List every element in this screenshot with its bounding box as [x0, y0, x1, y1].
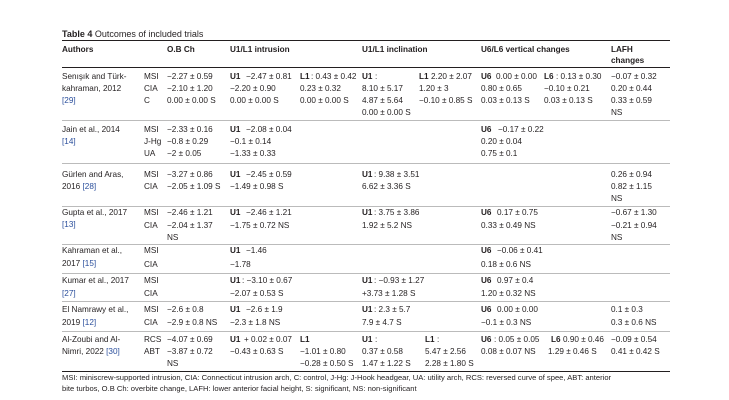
tooth-label: U6 [481, 335, 492, 344]
group: MSI [144, 276, 159, 285]
ob-value: −4.07 ± 0.69 [167, 335, 213, 344]
tooth-label: U1 [230, 246, 241, 255]
tooth-label: U1 [362, 276, 373, 285]
tooth-label: U1 [230, 208, 241, 217]
vertical-value: −0.1 ± 0.3 NS [481, 318, 532, 327]
intrusion-value: −1.75 ± 0.72 NS [230, 221, 290, 230]
author: Jain et al., 2014 [62, 125, 120, 134]
tooth-label: U6 [481, 305, 492, 314]
group: CIA [144, 182, 158, 191]
reference[interactable]: [29] [62, 96, 76, 105]
lafh-value: −0.21 ± 0.94 [611, 221, 657, 230]
intrusion-value: 0.23 ± 0.32 [300, 84, 341, 93]
author: Gürlen and Aras, [62, 170, 124, 179]
lafh-value: 0.26 ± 0.94 [611, 170, 652, 179]
vertical-value: : 0.13 ± 0.30 [556, 72, 602, 81]
vertical-value: 0.00 ± 0.00 [496, 72, 537, 81]
reference[interactable]: [13] [62, 220, 76, 229]
inclination-value: +3.73 ± 1.28 S [362, 289, 416, 298]
tooth-label: U1 [230, 305, 241, 314]
header-vertical: U6/L6 vertical changes [481, 45, 570, 54]
vertical-value: 0.97 ± 0.4 [497, 276, 534, 285]
tooth-label: U1 [362, 335, 373, 344]
group: RCS [144, 335, 162, 344]
tooth-label: U6 [481, 276, 492, 285]
intrusion-value: + 0.02 ± 0.07 [244, 335, 292, 344]
author: Kahraman et al., [62, 246, 123, 255]
vertical-value: 0.75 ± 0.1 [481, 149, 518, 158]
inclination-value: : 2.3 ± 5.7 [374, 305, 411, 314]
inclination-value: 1.47 ± 1.22 S [362, 359, 411, 368]
intrusion-value: : 0.43 ± 0.42 [311, 72, 357, 81]
inclination-value: : [375, 335, 378, 344]
author-year: 2016 [62, 182, 81, 191]
vertical-value: −0.06 ± 0.41 [497, 246, 543, 255]
reference[interactable]: [15] [82, 259, 97, 268]
inclination-value: 6.62 ± 3.36 S [362, 182, 411, 191]
group: MSI [144, 208, 159, 217]
lafh-value: NS [611, 233, 623, 242]
row-divider [62, 163, 670, 164]
inclination-value: 1.92 ± 5.2 NS [362, 221, 413, 230]
vertical-value: 0.17 ± 0.75 [497, 208, 538, 217]
tooth-label: U1 [230, 72, 241, 81]
inclination-value: : 9.38 ± 3.51 [374, 170, 420, 179]
intrusion-value: −1.01 ± 0.80 [300, 347, 346, 356]
group: CIA [144, 260, 158, 269]
intrusion-value: −2.45 ± 0.59 [246, 170, 292, 179]
tooth-label: U1 [230, 335, 241, 344]
header-authors: Authors [62, 45, 94, 54]
lafh-value: 0.3 ± 0.6 NS [611, 318, 657, 327]
author [62, 347, 120, 358]
ob-value: NS [167, 359, 179, 368]
intrusion-value: −2.08 ± 0.04 [246, 125, 292, 134]
intrusion-value: −2.46 ± 1.21 [246, 208, 292, 217]
ob-value: NS [167, 233, 179, 242]
intrusion-value: −2.20 ± 0.90 [230, 84, 276, 93]
tooth-label: U6 [481, 125, 492, 134]
row-divider [62, 244, 670, 245]
group: MSI [144, 72, 159, 81]
author [62, 318, 96, 329]
ob-value: −2 ± 0.05 [167, 149, 202, 158]
intrusion-value: 0.00 ± 0.00 S [230, 96, 279, 105]
reference[interactable]: [27] [62, 289, 76, 298]
group: UA [144, 149, 156, 158]
tooth-label: U1 [230, 276, 241, 285]
tooth-label: U6 [481, 208, 492, 217]
vertical-value: 1.20 ± 0.32 NS [481, 289, 536, 298]
header-inclination: U1/L1 inclination [362, 45, 428, 54]
tooth-label: L6 [544, 72, 554, 81]
group: ABT [144, 347, 160, 356]
lafh-value: 0.1 ± 0.3 [611, 305, 643, 314]
tooth-label: U1 [362, 170, 373, 179]
vertical-value: 0.90 ± 0.46 [563, 335, 604, 344]
row-divider [62, 273, 670, 274]
vertical-value: 0.20 ± 0.04 [481, 137, 522, 146]
tooth-label: U1 [230, 170, 241, 179]
inclination-value: : −0.93 ± 1.27 [374, 276, 425, 285]
intrusion-value: −1.46 [246, 246, 267, 255]
tooth-label: U1 [362, 208, 373, 217]
inclination-value: 0.37 ± 0.58 [362, 347, 403, 356]
vertical-value: 0.03 ± 0.13 S [481, 96, 530, 105]
vertical-value: 0.03 ± 0.13 S [544, 96, 593, 105]
inclination-value: 5.47 ± 2.56 [425, 347, 466, 356]
intrusion-value: −0.43 ± 0.63 S [230, 347, 284, 356]
lafh-value: 0.41 ± 0.42 S [611, 347, 660, 356]
lafh-value: −0.67 ± 1.30 [611, 208, 657, 217]
table-caption [62, 29, 203, 40]
inclination-value: 0.00 ± 0.00 S [362, 108, 411, 117]
header-rule [62, 67, 670, 68]
inclination-value: : 3.75 ± 3.86 [374, 208, 420, 217]
top-rule [62, 40, 670, 41]
intrusion-value: −2.6 ± 1.9 [246, 305, 283, 314]
group: MSI [144, 305, 159, 314]
inclination-value: −0.10 ± 0.85 S [419, 96, 473, 105]
vertical-value: 1.29 ± 0.46 S [548, 347, 597, 356]
row-divider [62, 120, 670, 121]
group: J-Hg [144, 137, 162, 146]
header-lafh: LAFH [611, 45, 633, 54]
lafh-value: 0.82 ± 1.15 [611, 182, 652, 191]
ob-value: −2.33 ± 0.16 [167, 125, 213, 134]
intrusion-value: −2.07 ± 0.53 S [230, 289, 284, 298]
vertical-value: 0.08 ± 0.07 NS [481, 347, 536, 356]
inclination-value: : [437, 335, 440, 344]
ob-value: −2.05 ± 1.09 S [167, 182, 221, 191]
reference[interactable]: [14] [62, 137, 76, 146]
vertical-value: : 0.05 ± 0.05 [494, 335, 540, 344]
tooth-label: L1 [300, 72, 310, 81]
inclination-value: 2.20 ± 2.07 [431, 72, 472, 81]
author: Kumar et al., 2017 [62, 276, 129, 285]
caption-label: Table 4 [62, 29, 93, 39]
group: MSI [144, 170, 159, 179]
table-footnote: bite turbos, O.B Ch: overbite change, LAFH: lower anterior facial height, S: significant, NS: non-significant [62, 384, 417, 393]
tooth-label: L6 [551, 335, 561, 344]
inclination-value: 7.9 ± 4.7 S [362, 318, 402, 327]
group: CIA [144, 318, 158, 327]
vertical-value: −0.10 ± 0.21 [544, 84, 590, 93]
intrusion-value: : −3.10 ± 0.67 [242, 276, 293, 285]
intrusion-value: −0.28 ± 0.50 S [300, 359, 354, 368]
author-year: 2019 [62, 318, 81, 327]
header-lafh-changes: changes [611, 56, 645, 65]
table-footnote: MSI: miniscrew-supported intrusion, CIA: Connecticut intrusion arch, C: control, J-Hg: J-Hook headgear, UA: utility arch, RCS: reversed curve of spee, ABT: anterior [62, 373, 612, 382]
author-year: Nimri, 2022 [62, 347, 104, 356]
author: Senışık and Türk- [62, 72, 127, 81]
reference[interactable]: [12] [82, 318, 97, 327]
ob-value: −2.10 ± 1.20 [167, 84, 213, 93]
lafh-value: NS [611, 108, 623, 117]
inclination-value: 8.10 ± 5.17 [362, 84, 403, 93]
author [62, 182, 96, 193]
author: Al-Zoubi and Al- [62, 335, 121, 344]
ob-value: −2.04 ± 1.37 [167, 221, 213, 230]
inclination-value: 1.20 ± 3 [419, 84, 449, 93]
reference[interactable]: [28] [82, 182, 97, 191]
tooth-label: U6 [481, 246, 492, 255]
vertical-value: 0.33 ± 0.49 NS [481, 221, 536, 230]
group: CIA [144, 84, 158, 93]
group: CIA [144, 289, 158, 298]
author: Gupta et al., 2017 [62, 208, 128, 217]
bottom-rule [62, 371, 670, 372]
ob-value: −2.6 ± 0.8 [167, 305, 204, 314]
tooth-label: U1 [362, 305, 373, 314]
reference[interactable]: [30] [106, 347, 120, 356]
group: CIA [144, 221, 158, 230]
tooth-label: L1 [425, 335, 435, 344]
group: MSI [144, 125, 159, 134]
vertical-value: 0.00 ± 0.00 [497, 305, 538, 314]
inclination-value: 2.28 ± 1.80 S [425, 359, 474, 368]
ob-value: −2.9 ± 0.8 NS [167, 318, 218, 327]
inclination-value: : [375, 72, 378, 81]
author-year: 2017 [62, 259, 81, 268]
intrusion-value: −1.33 ± 0.33 [230, 149, 276, 158]
row-divider [62, 331, 670, 332]
header-intrusion: U1/L1 intrusion [230, 45, 290, 54]
vertical-value: 0.80 ± 0.65 [481, 84, 522, 93]
ob-value: −2.27 ± 0.59 [167, 72, 213, 81]
caption-text: Outcomes of included trials [94, 29, 204, 39]
ob-value: −0.8 ± 0.29 [167, 137, 209, 146]
ob-value: 0.00 ± 0.00 S [167, 96, 216, 105]
author: El Namrawy et al., [62, 305, 129, 314]
tooth-label: L1 [300, 335, 310, 344]
row-divider [62, 301, 670, 302]
intrusion-value: −2.3 ± 1.8 NS [230, 318, 281, 327]
intrusion-value: −2.47 ± 0.81 [246, 72, 292, 81]
row-divider [62, 206, 670, 207]
author [62, 259, 96, 270]
group: MSI [144, 246, 159, 255]
lafh-value: 0.20 ± 0.44 [611, 84, 652, 93]
ob-value: −3.87 ± 0.72 [167, 347, 213, 356]
group: C [144, 96, 150, 105]
header-ob: O.B Ch [167, 45, 195, 54]
ob-value: −3.27 ± 0.86 [167, 170, 213, 179]
lafh-value: −0.09 ± 0.54 [611, 335, 657, 344]
lafh-value: NS [611, 194, 623, 203]
tooth-label: U1 [362, 72, 373, 81]
intrusion-value: −1.78 [230, 260, 251, 269]
author: kahraman, 2012 [62, 84, 122, 93]
vertical-value: −0.17 ± 0.22 [498, 125, 544, 134]
tooth-label: L1 [419, 72, 429, 81]
vertical-value: 0.18 ± 0.6 NS [481, 260, 532, 269]
intrusion-value: −1.49 ± 0.98 S [230, 182, 284, 191]
intrusion-value: 0.00 ± 0.00 S [300, 96, 349, 105]
lafh-value: 0.33 ± 0.59 [611, 96, 652, 105]
inclination-value: 4.87 ± 5.64 [362, 96, 403, 105]
intrusion-value: −0.1 ± 0.14 [230, 137, 272, 146]
lafh-value: −0.07 ± 0.32 [611, 72, 657, 81]
tooth-label: U1 [230, 125, 241, 134]
ob-value: −2.46 ± 1.21 [167, 208, 213, 217]
tooth-label: U6 [481, 72, 492, 81]
